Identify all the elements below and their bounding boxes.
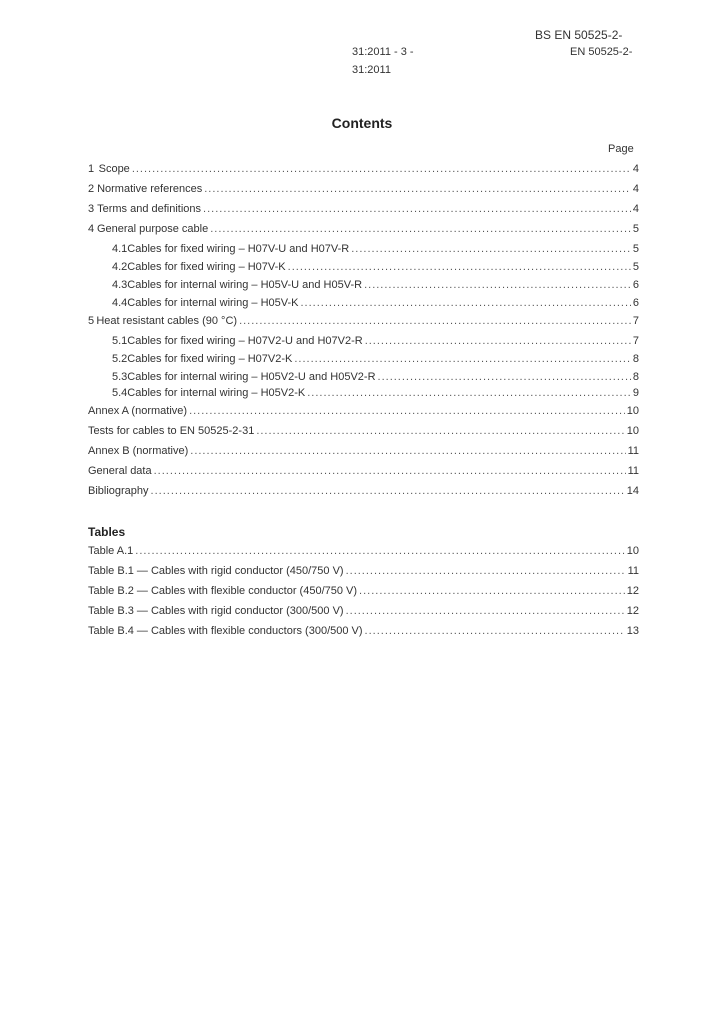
- toc-leader: [151, 485, 625, 497]
- toc-label: Annex B (normative): [88, 445, 189, 457]
- toc-leader: [364, 279, 631, 291]
- toc-leader: [346, 565, 626, 577]
- toc-leader: [132, 163, 631, 175]
- toc-number: 5.3: [112, 371, 128, 383]
- toc-page: 4: [632, 163, 639, 175]
- toc-label: Cables for fixed wiring – H07V-U and H07V-R: [127, 243, 350, 255]
- toc-subentry[interactable]: [112, 335, 639, 349]
- toc-leader: [154, 465, 626, 477]
- toc-leader: [203, 203, 631, 215]
- toc-number: 2: [88, 183, 95, 195]
- toc-leader: [301, 297, 631, 309]
- toc-leader: [239, 315, 631, 327]
- toc-entry[interactable]: [88, 485, 639, 499]
- toc-label: General purpose cable: [96, 223, 209, 235]
- table-entry[interactable]: [88, 585, 639, 599]
- toc-label: Normative references: [97, 183, 203, 195]
- toc-leader: [189, 405, 625, 417]
- table-entry[interactable]: [88, 545, 639, 559]
- table-page: 13: [626, 625, 639, 637]
- page-title: Contents: [331, 115, 393, 131]
- table-page: 12: [626, 605, 639, 617]
- toc-subentry[interactable]: [112, 297, 639, 311]
- toc-page: 10: [626, 405, 639, 417]
- toc-label: Cables for fixed wiring – H07V-K: [127, 261, 286, 273]
- toc-page: 11: [627, 465, 639, 477]
- toc-page: 9: [632, 387, 639, 399]
- toc-page: 4: [632, 183, 639, 195]
- toc-number: 5.2: [112, 353, 128, 365]
- toc-page: 5: [632, 223, 639, 235]
- toc-leader: [294, 353, 631, 365]
- toc-label: Cables for fixed wiring – H07V2-U and H07V2-R: [127, 335, 363, 347]
- toc-entry[interactable]: [88, 315, 639, 329]
- toc-label: Terms and definitions: [97, 203, 202, 215]
- toc-label: Bibliography: [88, 485, 149, 497]
- toc-page: 8: [632, 353, 639, 365]
- table-page: 11: [627, 565, 639, 577]
- toc-leader: [346, 605, 625, 617]
- tables-heading: Tables: [88, 525, 126, 539]
- table-page: 12: [626, 585, 639, 597]
- toc-leader: [365, 335, 631, 347]
- toc-label: Cables for internal wiring – H05V2-U and H05V2-R: [127, 371, 376, 383]
- toc-leader: [359, 585, 625, 597]
- table-label: Table A.1: [88, 545, 134, 557]
- toc-label: Cables for internal wiring – H05V2-K: [127, 387, 306, 399]
- toc-entry[interactable]: [88, 183, 639, 197]
- header-en-number: EN 50525-2-: [570, 46, 633, 58]
- table-label: Table B.2 — Cables with flexible conductor (450/750 V): [88, 585, 358, 597]
- table-entry[interactable]: [88, 605, 639, 619]
- toc-leader: [288, 261, 631, 273]
- toc-page: 11: [627, 445, 639, 457]
- toc-entry[interactable]: [88, 223, 639, 237]
- toc-entry[interactable]: [88, 203, 639, 217]
- table-label: Table B.1 — Cables with rigid conductor (450/750 V): [88, 565, 344, 577]
- toc-number: 1: [88, 163, 95, 175]
- toc-label: Cables for internal wiring – H05V-U and H05V-R: [127, 279, 363, 291]
- header-standard-number: BS EN 50525-2-: [535, 28, 623, 42]
- toc-leader: [190, 445, 625, 457]
- toc-subentry[interactable]: [112, 279, 639, 293]
- toc-leader: [210, 223, 631, 235]
- toc-entry[interactable]: [88, 163, 639, 177]
- toc-subentry[interactable]: [112, 243, 639, 257]
- toc-number: 5: [88, 315, 95, 327]
- toc-page: 8: [632, 371, 639, 383]
- toc-label: Cables for internal wiring – H05V-K: [127, 297, 299, 309]
- header-year-page: 31:2011 - 3 -: [352, 46, 414, 58]
- toc-label: General data: [88, 465, 152, 477]
- toc-entry[interactable]: [88, 445, 639, 459]
- toc-leader: [204, 183, 631, 195]
- page-column-label: Page: [608, 143, 634, 155]
- header-year: 31:2011: [352, 64, 391, 76]
- toc-page: 6: [632, 297, 639, 309]
- table-entry[interactable]: [88, 625, 639, 639]
- toc-label: Heat resistant cables (90 °C): [96, 315, 238, 327]
- toc-page: 5: [632, 261, 639, 273]
- toc-page: 5: [632, 243, 639, 255]
- toc-leader: [135, 545, 624, 557]
- toc-leader: [378, 371, 631, 383]
- toc-entry[interactable]: [88, 465, 639, 479]
- toc-leader: [307, 387, 631, 399]
- toc-subentry[interactable]: [112, 387, 639, 401]
- toc-number: 5.1: [112, 335, 128, 347]
- toc-subentry[interactable]: [112, 261, 639, 275]
- toc-subentry[interactable]: [112, 353, 639, 367]
- table-label: Table B.4 — Cables with flexible conductors (300/500 V): [88, 625, 363, 637]
- toc-page: 4: [632, 203, 639, 215]
- toc-leader: [256, 425, 624, 437]
- toc-label: Cables for fixed wiring – H07V2-K: [127, 353, 293, 365]
- toc-entry[interactable]: [88, 425, 639, 439]
- toc-page: 7: [632, 315, 639, 327]
- table-label: Table B.3 — Cables with rigid conductor (300/500 V): [88, 605, 344, 617]
- toc-page: 7: [632, 335, 639, 347]
- toc-number: 4.4: [112, 297, 128, 309]
- toc-number: 4.1: [112, 243, 128, 255]
- toc-leader: [351, 243, 631, 255]
- toc-leader: [365, 625, 625, 637]
- toc-page: 10: [626, 425, 639, 437]
- toc-entry[interactable]: [88, 405, 639, 419]
- toc-page: 6: [632, 279, 639, 291]
- toc-number: 4: [88, 223, 95, 235]
- toc-number: 4.2: [112, 261, 128, 273]
- table-page: 10: [626, 545, 639, 557]
- table-entry[interactable]: [88, 565, 639, 579]
- toc-page: 14: [626, 485, 639, 497]
- toc-subentry[interactable]: [112, 371, 639, 385]
- toc-number: 5.4: [112, 387, 128, 399]
- toc-label: Annex A (normative): [88, 405, 188, 417]
- toc-label: Tests for cables to EN 50525-2-31: [88, 425, 255, 437]
- toc-label: Scope: [98, 163, 130, 175]
- toc-number: 3: [88, 203, 95, 215]
- toc-number: 4.3: [112, 279, 128, 291]
